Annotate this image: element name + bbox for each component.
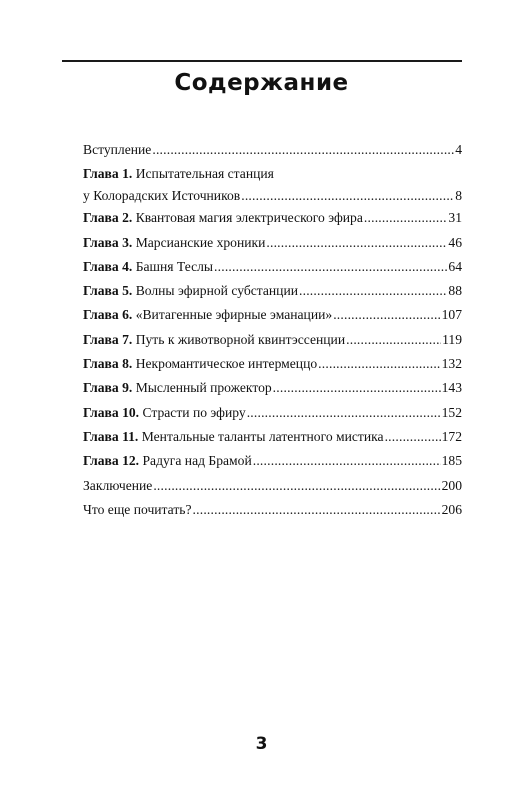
toc-entry-chapter-6[interactable] [83,306,462,330]
toc-entry-chapter-7[interactable] [83,331,462,355]
chapter-title: Волны эфирной субстанции [135,283,299,299]
chapter-prefix: Глава 8. [83,356,133,372]
toc-entry-label [83,331,345,348]
leader-dots [214,258,447,275]
leader-dots [385,428,441,445]
chapter-prefix: Глава 11. [83,428,139,444]
toc-entry-page: 107 [441,307,462,323]
leader-dots [241,187,454,204]
toc-entry-page: 4 [455,142,462,157]
toc-entry-page: 152 [441,404,462,420]
toc-entry-label-line1 [83,165,462,182]
toc-entry-page: 143 [441,380,462,396]
top-rule [62,60,462,62]
toc-entry-page: 200 [441,477,462,493]
toc-entry-label [83,282,298,299]
toc-entry-page: 46 [448,234,462,250]
chapter-prefix: Глава 3. [83,234,133,250]
toc-entry-page: 88 [448,283,462,299]
chapter-prefix: Глава 5. [83,283,133,299]
toc-entry-chapter-5[interactable] [83,282,462,306]
toc-entry-label [83,306,332,323]
table-of-contents [83,141,462,525]
page-title: Содержание [174,70,349,96]
chapter-title: Мысленный прожектор [135,380,272,396]
leader-dots [193,501,441,518]
chapter-title: Квантовая магия электрического эфира [135,210,363,226]
toc-entry-label: Вступление [83,142,152,157]
toc-entry-page: 185 [441,453,462,469]
chapter-prefix: Глава 2. [83,210,133,226]
chapter-prefix: Глава 1. [83,166,133,182]
chapter-title: Путь к животворной квинтэссенции [135,331,346,347]
toc-entry-page: 119 [442,331,462,347]
toc-entry-label-line2: у Колорадских Источников [83,188,241,204]
toc-entry-label [83,379,272,396]
toc-entry-label [83,258,213,275]
toc-entry-chapter-11[interactable] [83,428,462,452]
toc-entry-chapter-2[interactable] [83,209,462,233]
toc-entry-page: 8 [455,188,462,204]
leader-dots [273,379,441,396]
toc-entry-conclusion[interactable] [83,477,462,501]
toc-entry-chapter-12[interactable] [83,452,462,476]
toc-entry-chapter-4[interactable] [83,258,462,282]
toc-entry-introduction[interactable] [83,141,462,165]
leader-dots [153,477,440,494]
chapter-title: Башня Теслы [135,258,214,274]
chapter-title: Страсти по эфиру [142,404,246,420]
toc-entry-page: 172 [441,428,462,444]
leader-dots [299,282,447,299]
chapter-prefix: Глава 7. [83,331,133,347]
chapter-title: Радуга над Брамой [142,453,252,469]
toc-entry-chapter-10[interactable] [83,404,462,428]
leader-dots [247,404,441,421]
chapter-title: Некромантическое интермеццо [135,356,318,372]
toc-entry-label [83,404,246,421]
toc-entry-page: 206 [441,501,462,517]
chapter-prefix: Глава 10. [83,404,140,420]
toc-entry-page: 64 [448,258,462,274]
toc-entry-chapter-8[interactable] [83,355,462,379]
leader-dots [318,355,440,372]
toc-entry-label [83,452,252,469]
toc-entry-label [83,355,317,372]
toc-entry-chapter-1[interactable] [83,165,462,209]
page-number: 3 [255,734,268,754]
toc-entry-label [83,428,384,445]
chapter-title: Марсианские хроники [135,234,266,250]
leader-dots [333,306,440,323]
chapter-title: Испытательная станция [135,166,274,182]
leader-dots [253,452,441,469]
chapter-title: «Витагенные эфирные эманации» [135,307,333,323]
toc-entry-chapter-3[interactable] [83,234,462,258]
toc-entry-page: 31 [448,210,462,226]
chapter-prefix: Глава 4. [83,258,133,274]
toc-entry-page: 132 [441,356,462,372]
toc-entry-chapter-9[interactable] [83,379,462,403]
leader-dots [152,141,454,158]
chapter-prefix: Глава 9. [83,380,133,396]
toc-entry-label: Заключение [83,477,153,493]
toc-entry-label [83,209,363,226]
chapter-title: Ментальные таланты латентного мистика [141,428,384,444]
toc-entry-further-reading[interactable] [83,501,462,525]
toc-entry-label: Что еще почитать? [83,501,192,517]
leader-dots [346,331,441,348]
leader-dots [266,234,447,251]
chapter-prefix: Глава 12. [83,453,140,469]
toc-entry-label [83,234,265,251]
leader-dots [364,209,448,226]
chapter-prefix: Глава 6. [83,307,133,323]
